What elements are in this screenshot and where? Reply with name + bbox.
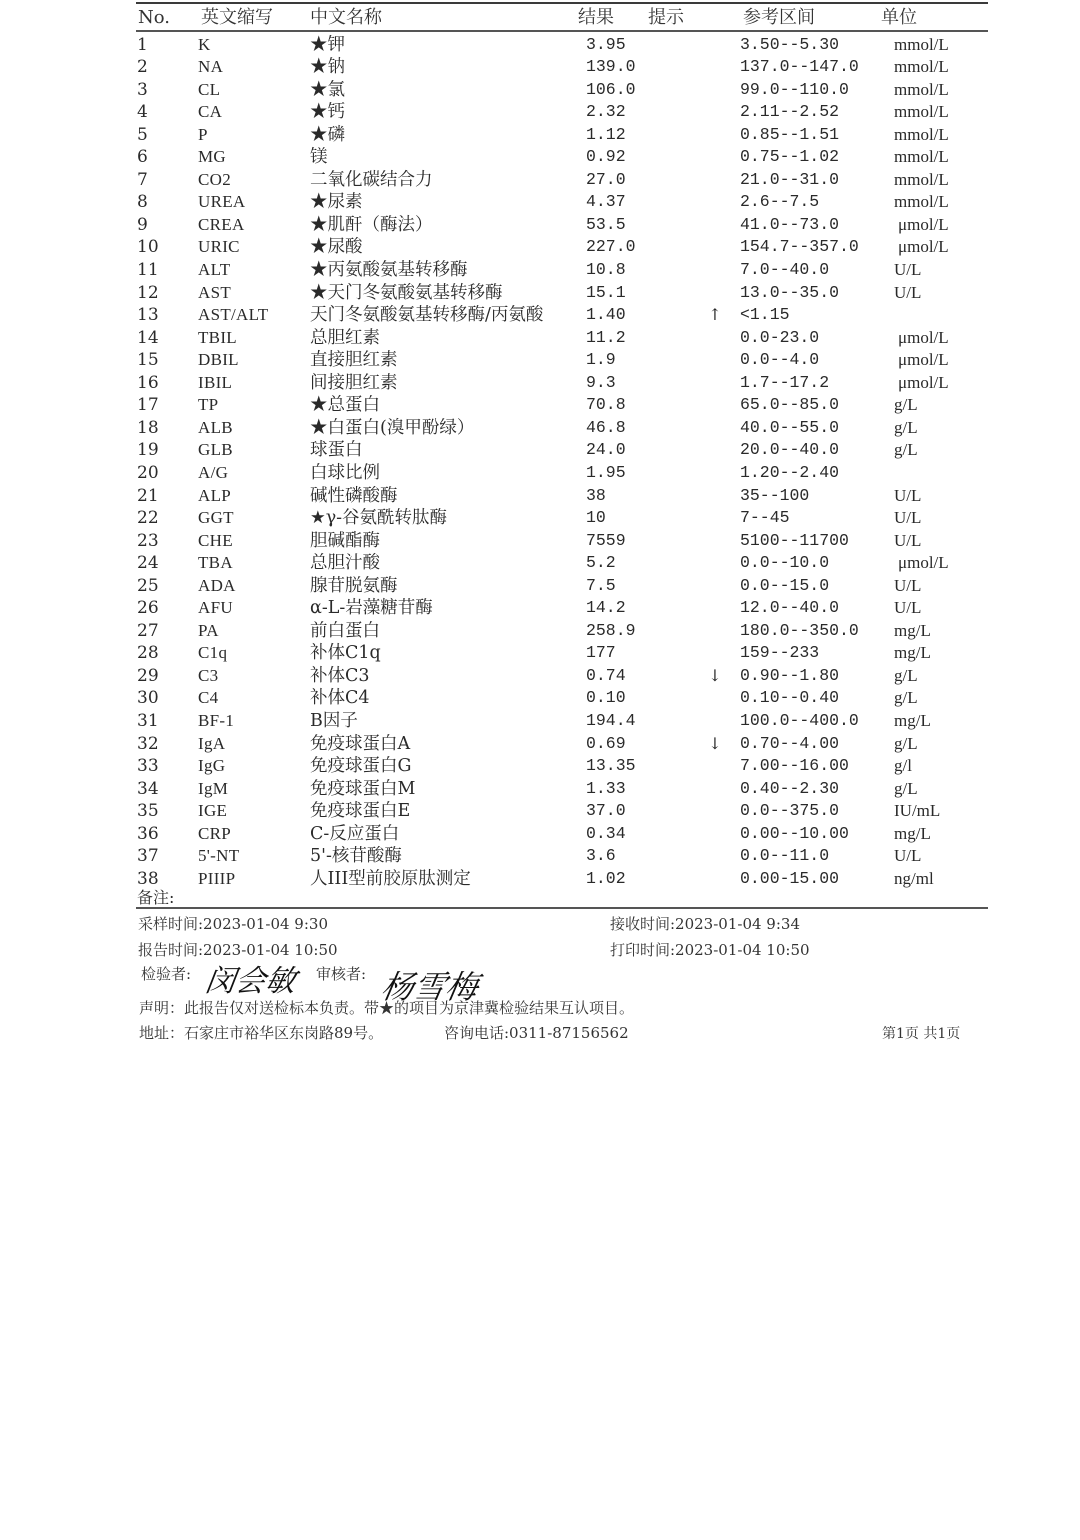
reviewer-label: 审核者: xyxy=(316,965,367,983)
row-unit: U/L xyxy=(894,846,922,866)
table-row xyxy=(0,349,1080,372)
row-no: 28 xyxy=(137,643,159,664)
row-unit: μmol/L xyxy=(898,553,949,573)
row-range: <1.15 xyxy=(740,305,790,325)
table-row xyxy=(0,282,1080,305)
row-range: 0.00--10.00 xyxy=(740,823,849,843)
row-unit: g/L xyxy=(894,417,918,437)
table-row xyxy=(0,236,1080,259)
row-result: 0.10 xyxy=(586,688,626,708)
row-name: ★丙氨酸氨基转移酶 xyxy=(310,260,468,280)
row-no: 35 xyxy=(137,801,159,822)
table-row xyxy=(0,417,1080,440)
row-abbr: ADA xyxy=(198,575,236,595)
row-range: 7--45 xyxy=(740,508,790,528)
table-row xyxy=(0,620,1080,643)
row-abbr: CO2 xyxy=(198,169,232,189)
row-result: 14.2 xyxy=(586,598,626,618)
table-row xyxy=(0,304,1080,327)
row-name: 免疫球蛋白M xyxy=(310,778,416,799)
row-unit: μmol/L xyxy=(898,237,949,257)
arrow-down-icon: ↓ xyxy=(708,733,722,753)
table-row xyxy=(0,845,1080,868)
row-result: 1.12 xyxy=(586,124,626,144)
row-unit: mg/L xyxy=(894,711,931,730)
row-range: 13.0--35.0 xyxy=(740,282,840,302)
table-row xyxy=(0,733,1080,756)
row-no: 5 xyxy=(137,124,148,145)
row-name: ★γ-谷氨酰转肽酶 xyxy=(310,508,448,529)
row-abbr: CHE xyxy=(198,530,233,550)
row-result: 106.0 xyxy=(586,79,636,99)
row-abbr: IgA xyxy=(198,733,226,753)
row-result: 7.5 xyxy=(586,575,616,595)
row-unit: g/L xyxy=(894,440,918,460)
row-unit: mmol/L xyxy=(894,102,949,122)
row-abbr: MG xyxy=(198,147,226,167)
row-name: 免疫球蛋白E xyxy=(310,801,411,822)
row-no: 1 xyxy=(137,34,148,55)
header-result: 结果 xyxy=(578,7,614,28)
table-row xyxy=(0,552,1080,575)
arrow-down-icon: ↓ xyxy=(708,665,722,685)
row-unit: U/L xyxy=(894,282,922,302)
row-no: 8 xyxy=(137,192,148,213)
row-name: C-反应蛋白 xyxy=(310,823,400,844)
row-no: 18 xyxy=(137,417,159,438)
row-no: 11 xyxy=(137,260,159,280)
row-name: 总胆汁酸 xyxy=(310,553,380,574)
row-no: 26 xyxy=(137,598,159,619)
row-range: 0.0-23.0 xyxy=(740,327,820,347)
row-abbr: AST xyxy=(198,282,232,302)
row-unit: g/L xyxy=(894,733,918,753)
row-range: 0.0--10.0 xyxy=(740,553,830,573)
row-name: 补体C4 xyxy=(310,688,370,709)
row-range: 5100--11700 xyxy=(740,530,849,550)
table-row xyxy=(0,868,1080,891)
row-result: 2.32 xyxy=(586,102,626,122)
row-result: 13.35 xyxy=(586,756,636,776)
row-no: 25 xyxy=(137,575,159,596)
header-flag: 提示 xyxy=(648,7,684,28)
row-result: 9.3 xyxy=(586,372,616,392)
row-range: 99.0--110.0 xyxy=(740,79,849,99)
row-name: B因子 xyxy=(310,711,358,731)
table-row xyxy=(0,101,1080,124)
row-unit: U/L xyxy=(894,260,922,279)
row-result: 0.74 xyxy=(586,665,626,685)
row-result: 3.95 xyxy=(586,34,626,54)
row-name: 腺苷脱氨酶 xyxy=(310,575,398,596)
row-range: 180.0--350.0 xyxy=(740,620,859,640)
row-result: 53.5 xyxy=(586,214,626,234)
row-unit: g/l xyxy=(894,756,912,776)
row-result: 10 xyxy=(586,508,606,528)
row-range: 7.0--40.0 xyxy=(740,260,830,279)
table-row xyxy=(0,462,1080,485)
row-name: 球蛋白 xyxy=(310,440,363,461)
row-result: 1.95 xyxy=(586,462,626,482)
row-abbr: IGE xyxy=(198,801,228,821)
row-no: 12 xyxy=(137,282,159,303)
table-row xyxy=(0,191,1080,214)
row-result: 177 xyxy=(586,643,616,663)
row-abbr: TBA xyxy=(198,553,233,573)
row-abbr: CRP xyxy=(198,823,232,843)
row-unit: μmol/L xyxy=(898,327,949,347)
row-no: 21 xyxy=(137,485,159,506)
row-name: 白球比例 xyxy=(310,462,380,483)
row-abbr: GGT xyxy=(198,508,234,528)
row-abbr: NA xyxy=(198,57,224,77)
row-name: 前白蛋白 xyxy=(310,620,380,641)
row-range: 0.70--4.00 xyxy=(740,733,840,753)
row-range: 21.0--31.0 xyxy=(740,169,840,189)
row-unit: IU/mL xyxy=(894,801,941,821)
row-result: 5.2 xyxy=(586,553,616,573)
row-range: 41.0--73.0 xyxy=(740,214,840,234)
row-no: 38 xyxy=(137,868,159,889)
row-name: 免疫球蛋白A xyxy=(310,733,411,754)
row-abbr: PIIIP xyxy=(198,868,236,888)
row-range: 35--100 xyxy=(740,485,810,505)
row-name: 直接胆红素 xyxy=(310,350,398,371)
table-row xyxy=(0,665,1080,688)
arrow-up-icon: ↑ xyxy=(708,305,722,325)
row-unit: U/L xyxy=(894,575,922,595)
row-name: ★天门冬氨酸氨基转移酶 xyxy=(310,282,503,303)
table-row xyxy=(0,327,1080,350)
table-row xyxy=(0,34,1080,57)
row-unit: μmol/L xyxy=(898,372,949,392)
row-result: 0.34 xyxy=(586,823,626,843)
table-row xyxy=(0,259,1080,282)
row-name: ★钾 xyxy=(310,34,345,55)
row-no: 36 xyxy=(137,823,159,844)
row-range: 0.90--1.80 xyxy=(740,665,840,685)
row-name: ★白蛋白(溴甲酚绿） xyxy=(310,417,475,438)
row-range: 1.20--2.40 xyxy=(740,462,840,482)
row-no: 10 xyxy=(137,237,159,258)
header-rule xyxy=(136,30,988,32)
phone: 咨询电话:0311-87156562 xyxy=(444,1024,629,1042)
table-row xyxy=(0,597,1080,620)
table-row xyxy=(0,778,1080,801)
row-name: ★总蛋白 xyxy=(310,395,380,416)
row-abbr: GLB xyxy=(198,440,233,460)
row-unit: g/L xyxy=(894,778,918,798)
row-name: 天门冬氨酸氨基转移酶/丙氨酸 xyxy=(310,305,544,326)
row-abbr: ALB xyxy=(198,417,233,437)
row-unit: mmol/L xyxy=(894,169,949,189)
row-abbr: P xyxy=(198,124,208,144)
row-no: 2 xyxy=(137,57,148,78)
row-unit: mg/L xyxy=(894,620,931,640)
row-range: 40.0--55.0 xyxy=(740,417,840,437)
row-result: 37.0 xyxy=(586,801,626,821)
row-no: 7 xyxy=(137,169,148,190)
row-unit: mmol/L xyxy=(894,34,949,54)
row-no: 4 xyxy=(137,102,148,123)
row-result: 3.6 xyxy=(586,846,616,866)
row-abbr: IBIL xyxy=(198,372,233,392)
row-abbr: IgG xyxy=(198,756,226,776)
row-abbr: CA xyxy=(198,102,223,122)
page-indicator: 第1页 共1页 xyxy=(882,1026,961,1042)
row-unit: mg/L xyxy=(894,643,931,663)
row-unit: U/L xyxy=(894,508,922,528)
table-row xyxy=(0,507,1080,530)
row-no: 33 xyxy=(137,756,159,777)
row-abbr: TBIL xyxy=(198,327,237,347)
address: 地址：石家庄市裕华区东岗路89号。 xyxy=(139,1024,384,1042)
row-unit: mmol/L xyxy=(894,124,949,144)
table-row xyxy=(0,642,1080,665)
row-result: 24.0 xyxy=(586,440,626,460)
row-unit: g/L xyxy=(894,688,918,708)
row-unit: g/L xyxy=(894,395,918,415)
row-result: 227.0 xyxy=(586,237,636,257)
row-range: 0.0--11.0 xyxy=(740,846,830,866)
header-no: No. xyxy=(138,7,170,28)
row-abbr: IgM xyxy=(198,778,229,798)
row-range: 3.50--5.30 xyxy=(740,34,840,54)
row-name: ★尿酸 xyxy=(310,237,363,258)
row-range: 0.10--0.40 xyxy=(740,688,840,708)
row-unit: U/L xyxy=(894,485,922,505)
row-name: 免疫球蛋白G xyxy=(310,756,412,777)
report-time: 报告时间:2023-01-04 10:50 xyxy=(138,941,338,959)
row-abbr: AFU xyxy=(198,598,233,618)
row-abbr: UREA xyxy=(198,192,246,212)
row-abbr: C3 xyxy=(198,665,219,685)
row-result: 27.0 xyxy=(586,169,626,189)
row-unit: mg/L xyxy=(894,823,931,843)
row-unit: mmol/L xyxy=(894,147,949,167)
table-row xyxy=(0,755,1080,778)
remarks-label: 备注: xyxy=(137,888,175,907)
row-range: 159--233 xyxy=(740,643,820,663)
row-abbr: CREA xyxy=(198,214,245,234)
row-range: 7.00--16.00 xyxy=(740,756,849,776)
table-row xyxy=(0,394,1080,417)
table-row xyxy=(0,530,1080,553)
row-result: 70.8 xyxy=(586,395,626,415)
print-time: 打印时间:2023-01-04 10:50 xyxy=(610,941,810,959)
row-no: 9 xyxy=(137,214,148,235)
row-name: 胆碱酯酶 xyxy=(310,530,380,551)
reviewer-signature: 杨雪梅 xyxy=(378,968,482,1006)
row-abbr: AST/ALT xyxy=(198,305,269,325)
table-row xyxy=(0,710,1080,733)
row-unit: mmol/L xyxy=(894,192,949,212)
row-unit: ng/ml xyxy=(894,868,934,888)
table-row xyxy=(0,575,1080,598)
row-no: 30 xyxy=(137,688,159,709)
table-row xyxy=(0,485,1080,508)
row-abbr: URIC xyxy=(198,237,240,257)
row-range: 2.6--7.5 xyxy=(740,192,820,212)
row-no: 34 xyxy=(137,778,159,799)
row-name: ★钠 xyxy=(310,57,345,78)
table-row xyxy=(0,214,1080,237)
row-result: 11.2 xyxy=(586,327,626,347)
table-row xyxy=(0,800,1080,823)
row-name: α-L-岩藻糖苷酶 xyxy=(310,598,433,619)
row-abbr: K xyxy=(198,34,211,54)
row-no: 37 xyxy=(137,846,159,867)
row-range: 20.0--40.0 xyxy=(740,440,840,460)
row-abbr: BF-1 xyxy=(198,711,235,730)
row-range: 0.85--1.51 xyxy=(740,124,840,144)
row-range: 100.0--400.0 xyxy=(740,711,859,730)
row-unit: g/L xyxy=(894,665,918,685)
row-result: 7559 xyxy=(586,530,626,550)
top-rule xyxy=(136,2,988,4)
table-row xyxy=(0,146,1080,169)
row-no: 3 xyxy=(137,79,148,100)
row-abbr: CL xyxy=(198,79,221,99)
row-abbr: PA xyxy=(198,620,219,640)
row-name: 5'-核苷酸酶 xyxy=(310,846,402,867)
row-name: ★钙 xyxy=(310,102,345,123)
row-no: 6 xyxy=(137,147,148,168)
row-range: 0.0--4.0 xyxy=(740,350,820,370)
row-no: 29 xyxy=(137,665,159,686)
row-no: 15 xyxy=(137,350,159,371)
row-abbr: ALT xyxy=(198,260,231,279)
row-result: 1.9 xyxy=(586,350,616,370)
row-range: 154.7--357.0 xyxy=(740,237,859,257)
row-abbr: DBIL xyxy=(198,350,239,370)
table-row xyxy=(0,372,1080,395)
table-row xyxy=(0,79,1080,102)
row-unit: mmol/L xyxy=(894,79,949,99)
row-unit: U/L xyxy=(894,598,922,618)
row-result: 194.4 xyxy=(586,711,636,730)
header-range: 参考区间 xyxy=(743,7,815,28)
sample-time: 采样时间:2023-01-04 9:30 xyxy=(138,915,328,933)
row-result: 139.0 xyxy=(586,57,636,77)
row-name: 总胆红素 xyxy=(310,327,380,348)
table-row xyxy=(0,124,1080,147)
row-result: 4.37 xyxy=(586,192,626,212)
row-no: 20 xyxy=(137,462,159,483)
row-name: 镁 xyxy=(310,147,328,168)
row-name: 二氧化碳结合力 xyxy=(310,169,433,190)
row-result: 10.8 xyxy=(586,260,626,279)
row-range: 0.40--2.30 xyxy=(740,778,840,798)
row-abbr: TP xyxy=(198,395,219,415)
row-result: 1.33 xyxy=(586,778,626,798)
examiner-label: 检验者: xyxy=(141,965,192,983)
header-abbr: 英文缩写 xyxy=(201,7,273,28)
row-unit: U/L xyxy=(894,530,922,550)
row-abbr: C1q xyxy=(198,643,228,663)
row-name: ★氯 xyxy=(310,79,345,100)
row-name: ★尿素 xyxy=(310,192,363,213)
row-unit: mmol/L xyxy=(894,57,949,77)
table-row xyxy=(0,687,1080,710)
row-name: ★肌酐（酶法） xyxy=(310,214,433,235)
row-no: 13 xyxy=(137,305,159,326)
row-range: 0.0--375.0 xyxy=(740,801,840,821)
row-no: 23 xyxy=(137,530,159,551)
bottom-rule xyxy=(136,907,988,909)
header-unit: 单位 xyxy=(881,7,917,28)
row-result: 1.40 xyxy=(586,305,626,325)
row-name: 碱性磷酸酶 xyxy=(310,485,398,506)
table-row xyxy=(0,56,1080,79)
row-abbr: 5'-NT xyxy=(198,846,240,866)
row-no: 22 xyxy=(137,508,159,529)
row-range: 2.11--2.52 xyxy=(740,102,840,122)
row-result: 46.8 xyxy=(586,417,626,437)
row-no: 17 xyxy=(137,395,159,416)
row-no: 32 xyxy=(137,733,159,754)
row-name: 间接胆红素 xyxy=(310,372,398,393)
row-range: 12.0--40.0 xyxy=(740,598,840,618)
row-unit: μmol/L xyxy=(898,214,949,234)
row-name: 补体C3 xyxy=(310,665,370,686)
row-range: 0.75--1.02 xyxy=(740,147,840,167)
header-name: 中文名称 xyxy=(310,7,382,28)
table-row xyxy=(0,169,1080,192)
row-abbr: A/G xyxy=(198,462,229,482)
row-result: 38 xyxy=(586,485,606,505)
row-unit: μmol/L xyxy=(898,350,949,370)
row-range: 137.0--147.0 xyxy=(740,57,859,77)
row-range: 0.0--15.0 xyxy=(740,575,830,595)
row-name: ★磷 xyxy=(310,124,345,145)
row-no: 31 xyxy=(137,711,159,731)
row-name: 人III型前胶原肽测定 xyxy=(310,868,471,889)
table-row xyxy=(0,823,1080,846)
row-range: 1.7--17.2 xyxy=(740,372,830,392)
statement: 声明：此报告仅对送检标本负责。带★的项目为京津冀检验结果互认项目。 xyxy=(139,999,635,1017)
row-result: 15.1 xyxy=(586,282,626,302)
row-result: 258.9 xyxy=(586,620,636,640)
row-abbr: C4 xyxy=(198,688,219,708)
receive-time: 接收时间:2023-01-04 9:34 xyxy=(610,915,800,933)
row-no: 16 xyxy=(137,372,159,393)
row-result: 0.69 xyxy=(586,733,626,753)
row-name: 补体C1q xyxy=(310,643,381,664)
row-result: 0.92 xyxy=(586,147,626,167)
table-row xyxy=(0,439,1080,462)
row-range: 65.0--85.0 xyxy=(740,395,840,415)
examiner-signature: 闵会敏 xyxy=(203,964,298,999)
row-abbr: ALP xyxy=(198,485,232,505)
row-no: 19 xyxy=(137,440,159,461)
row-range: 0.00-15.00 xyxy=(740,868,840,888)
row-no: 14 xyxy=(137,327,159,348)
row-no: 27 xyxy=(137,620,159,641)
row-no: 24 xyxy=(137,553,159,574)
row-result: 1.02 xyxy=(586,868,626,888)
